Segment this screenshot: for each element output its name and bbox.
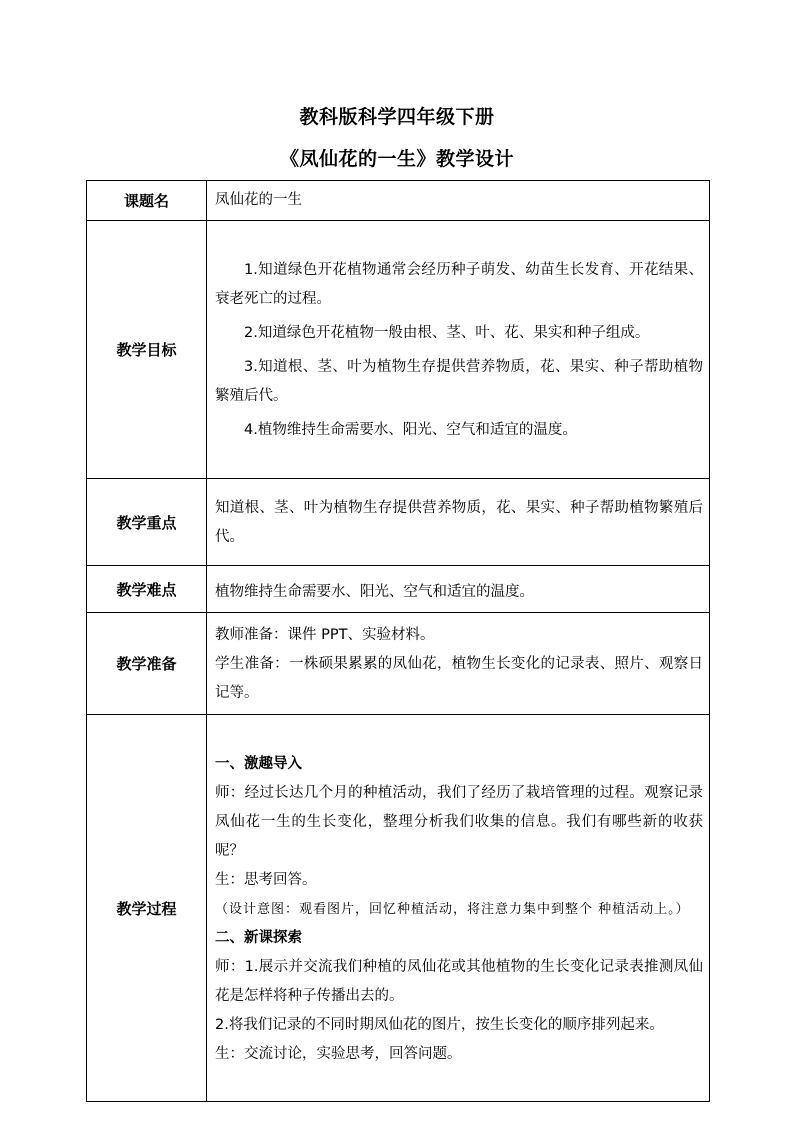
goal-item-3: 3.知道根、茎、叶为植物生存提供营养物质，花、果实、种子帮助植物繁殖后代。 [215, 359, 703, 404]
process-label: 教学过程 [87, 715, 207, 1102]
explore-line-2: 2.将我们记录的不同时期凤仙花的图片，按生长变化的顺序排列起来。 [215, 1016, 664, 1033]
table-row-key-points [87, 479, 710, 566]
table-row-difficulties [87, 566, 710, 613]
preparation-content [207, 613, 710, 715]
teacher-intro-line: 师：经过长达几个月的种植活动，我们了经历了栽培管理的过程。观察记录凤仙花一生的生长变化，整理分析我们收集的信息。我们有哪些新的收获呢？ [215, 784, 703, 859]
table-row-topic [87, 181, 710, 221]
table-row-goals [87, 221, 710, 479]
teacher-preparation: 教师准备：课件 PPT、实验材料。 [215, 627, 435, 643]
preparation-label: 教学准备 [87, 613, 207, 715]
topic-value: 凤仙花的一生 [207, 181, 710, 221]
difficulties-value: 植物维持生命需要水、阳光、空气和适宜的温度。 [207, 566, 710, 613]
document-title: 教科版科学四年级下册 [299, 106, 495, 128]
key-points-value: 知道根、茎、叶为植物生存提供营养物质，花、果实、种子帮助植物繁殖后代。 [207, 479, 710, 566]
student-preparation: 学生准备：一株硕果累累的凤仙花，植物生长变化的记录表、照片、观察日记等。 [215, 656, 703, 701]
goal-item-2: 2.知道绿色开花植物一般由根、茎、叶、花、果实和种子组成。 [244, 325, 650, 341]
lesson-plan-table [86, 180, 710, 1102]
document-subtitle: 《凤仙花的一生》教学设计 [279, 148, 514, 170]
key-points-label: 教学重点 [87, 479, 207, 566]
explore-line-1: 师：1.展示并交流我们种植的凤仙花或其他植物的生长变化记录表推测凤仙花是怎样将种子传播出去的。 [215, 958, 703, 1004]
goal-item-4: 4.植物维持生命需要水、阳光、空气和适宜的温度。 [244, 422, 577, 438]
section-heading-explore: 二、新课探索 [215, 929, 302, 946]
student-intro-line: 生：思考回答。 [215, 871, 317, 888]
goals-label: 教学目标 [87, 221, 207, 479]
process-content [207, 715, 710, 1102]
topic-label: 课题名 [87, 181, 207, 221]
difficulties-label: 教学难点 [87, 566, 207, 613]
explore-line-3: 生：交流讨论，实验思考，回答问题。 [215, 1045, 462, 1062]
table-row-process [87, 715, 710, 1102]
table-row-preparation [87, 613, 710, 715]
section-heading-intro: 一、激趣导入 [215, 755, 302, 772]
design-note: （设计意图：观看图片，回忆种植活动，将注意力集中到整个 种植活动上。） [215, 901, 690, 917]
goal-item-1: 1.知道绿色开花植物通常会经历种子萌发、幼苗生长发育、开花结果、衰老死亡的过程。 [215, 262, 703, 307]
goals-content [207, 221, 710, 479]
